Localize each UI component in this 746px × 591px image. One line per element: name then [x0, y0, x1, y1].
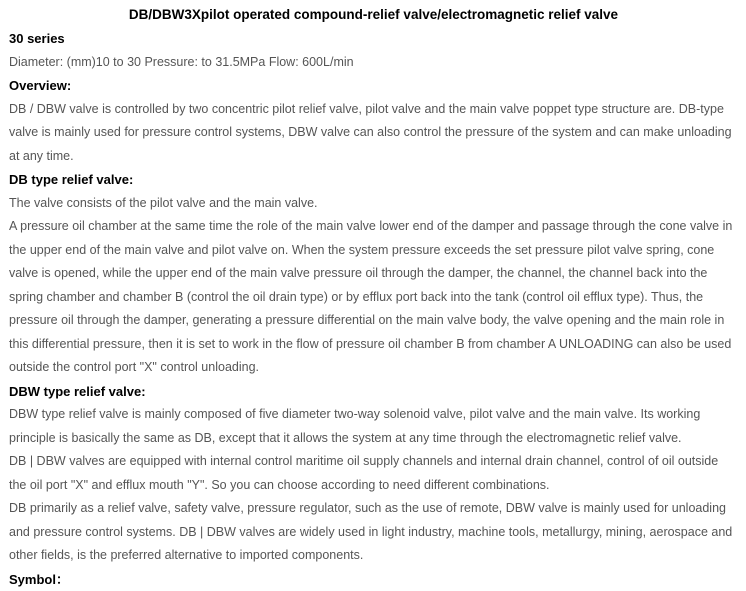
paragraph-db-valve-composition: The valve consists of the pilot valve and the main valve.	[9, 192, 738, 216]
heading-overview: Overview:	[9, 74, 738, 98]
heading-dbw-type-relief-valve: DBW type relief valve:	[9, 380, 738, 404]
heading-db-type-relief-valve: DB type relief valve:	[9, 168, 738, 192]
paragraph-db-dbw-channels: DB | DBW valves are equipped with internal control maritime oil supply channels and internal drain channel, control of oil outside the oil port "X" and efflux mouth "Y". So you can choose according to need different combinations.	[9, 450, 738, 497]
paragraph-dbw-composition: DBW type relief valve is mainly composed of five diameter two-way solenoid valve, pilot valve and the main valve. Its working principle is basically the same as DB, except that it allows the system at any time through the electromagnetic relief valve.	[9, 403, 738, 450]
heading-30-series: 30 series	[9, 27, 738, 51]
paragraph-db-dbw-applications: DB primarily as a relief valve, safety valve, pressure regulator, such as the use of remote, DBW valve is mainly used for unloading and pressure control systems. DB | DBW valves are widely used in light industry, machine tools, metallurgy, mining, aerospace and other fields, is the preferred alternative to imported components.	[9, 497, 738, 568]
spec-line: Diameter: (mm)10 to 30 Pressure: to 31.5MPa Flow: 600L/min	[9, 51, 738, 75]
paragraph-db-working-principle: A pressure oil chamber at the same time the role of the main valve lower end of the damper and passage through the cone valve in the upper end of the main valve and pilot valve on. When the system pressure exceeds the set pressure pilot valve spring, cone valve is opened, while the upper end of the main valve pressure oil through the damper, the channel, the channel back into the spring chamber and chamber B (control the oil drain type) or by efflux port back into the tank (control oil efflux type). Thus, the pressure oil through the damper, generating a pressure differential on the main valve body, the valve opening and the main role in this differential pressure, then it is set to work in the flow of pressure oil chamber B from chamber A UNLOADING can also be used outside the control port "X" control unloading.	[9, 215, 738, 380]
heading-symbol: Symbol：	[9, 568, 738, 591]
page-title: DB/DBW3Xpilot operated compound-relief valve/electromagnetic relief valve	[9, 3, 738, 27]
paragraph-overview: DB / DBW valve is controlled by two concentric pilot relief valve, pilot valve and the main valve poppet type structure are. DB-type valve is mainly used for pressure control systems, DBW valve can also control the pressure of the system and can make unloading at any time.	[9, 98, 738, 169]
